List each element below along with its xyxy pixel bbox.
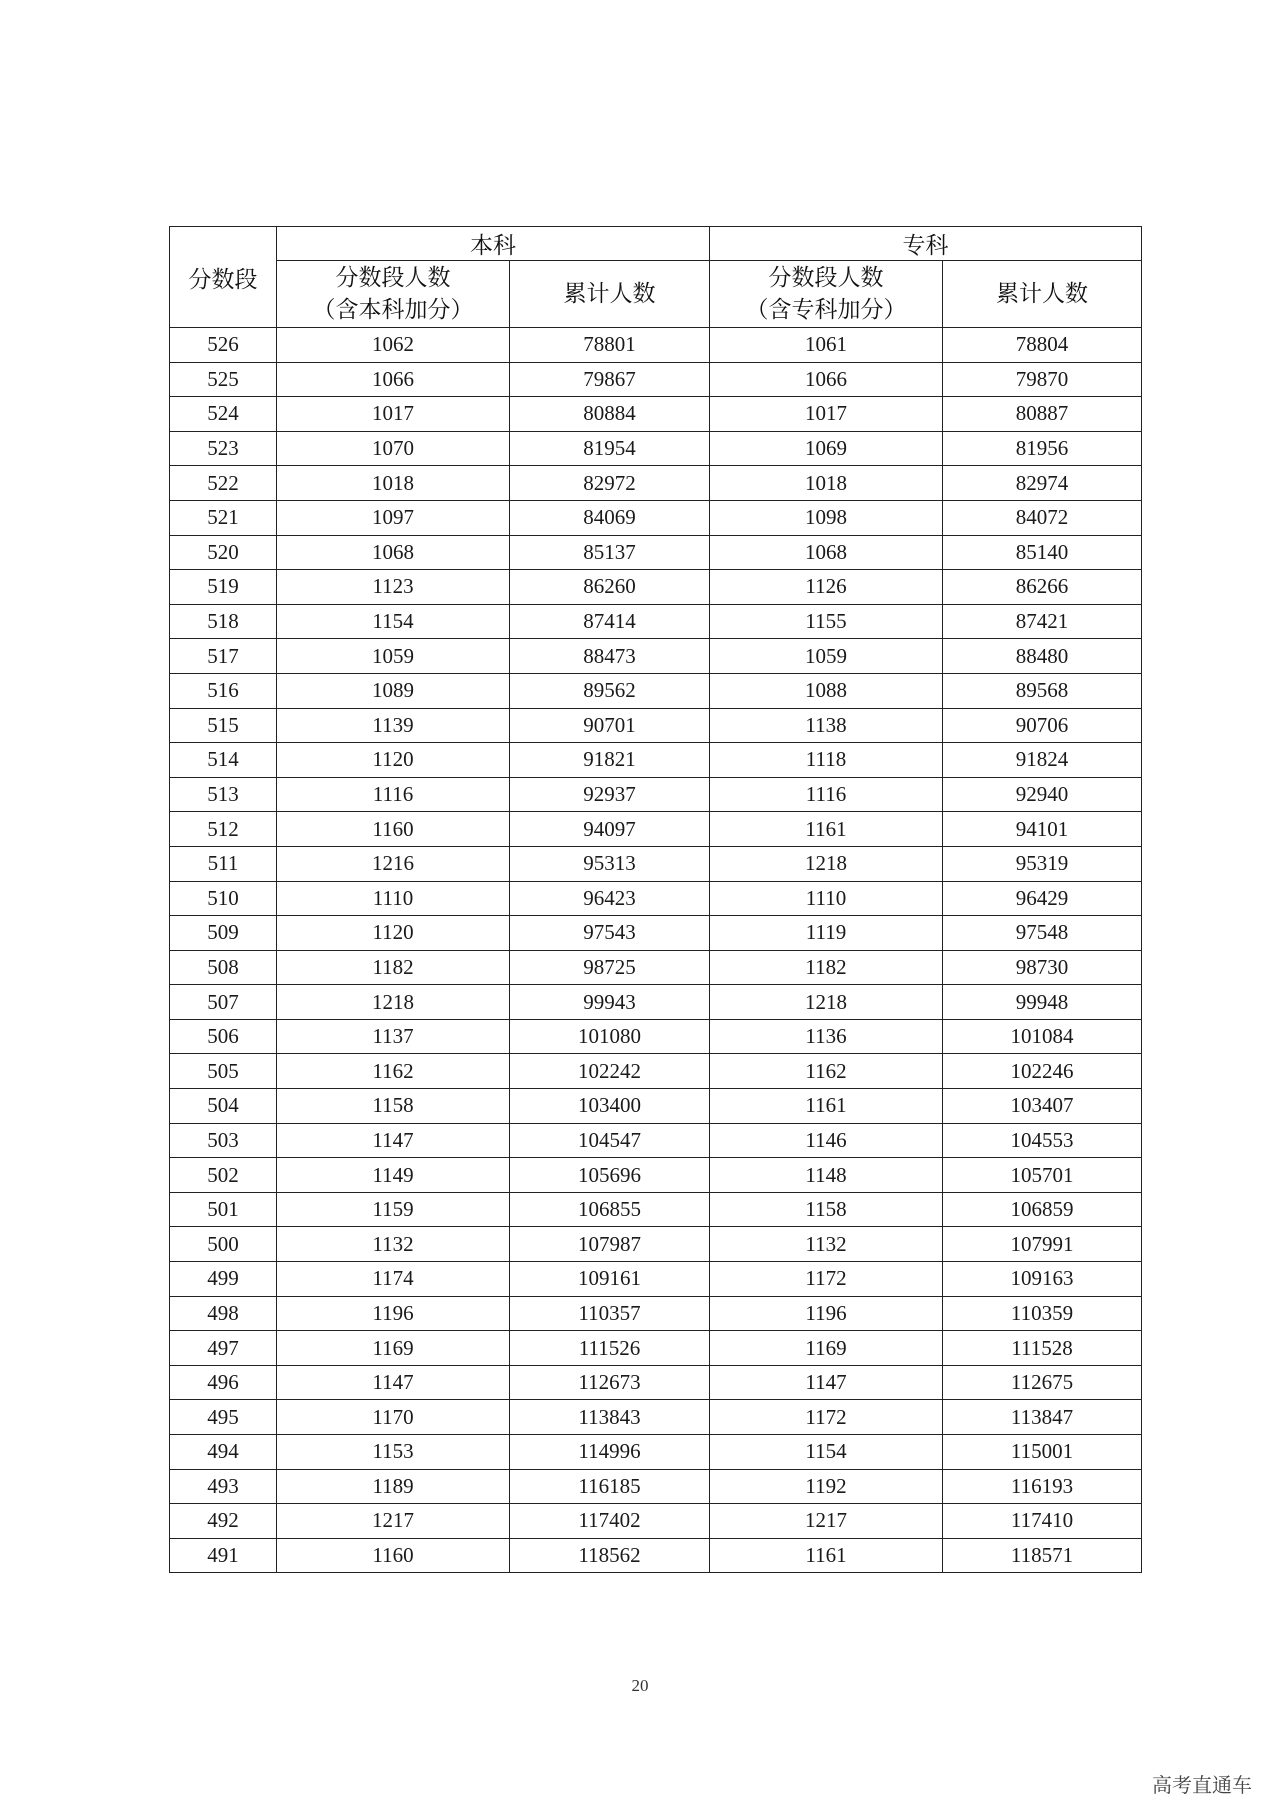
junior-band-count-cell: 1148 [710,1158,943,1193]
undergrad-band-count-cell: 1160 [277,812,510,847]
header-junior-band-count-line2: （含专科加分） [745,297,907,323]
table-row [170,639,1142,674]
junior-cumulative-cell: 105701 [943,1158,1142,1193]
junior-cumulative-cell: 106859 [943,1192,1142,1227]
undergrad-cumulative-cell: 113843 [510,1400,710,1435]
undergrad-band-count-cell: 1070 [277,431,510,466]
undergrad-band-count-cell: 1153 [277,1435,510,1470]
score-band-cell: 524 [170,397,277,432]
undergrad-band-count-cell: 1137 [277,1019,510,1054]
junior-cumulative-cell: 91824 [943,743,1142,778]
undergrad-band-count-cell: 1160 [277,1538,510,1573]
undergrad-cumulative-cell: 98725 [510,950,710,985]
score-band-cell: 508 [170,950,277,985]
score-band-cell: 515 [170,708,277,743]
score-band-cell: 514 [170,743,277,778]
junior-band-count-cell: 1138 [710,708,943,743]
junior-cumulative-cell: 84072 [943,500,1142,535]
score-band-cell: 525 [170,362,277,397]
undergrad-cumulative-cell: 87414 [510,604,710,639]
table-row [170,985,1142,1020]
junior-cumulative-cell: 115001 [943,1435,1142,1470]
undergrad-cumulative-cell: 82972 [510,466,710,501]
table-row [170,950,1142,985]
undergrad-band-count-cell: 1162 [277,1054,510,1089]
undergrad-cumulative-cell: 86260 [510,570,710,605]
header-junior-band-count-line1: 分数段人数 [768,265,884,291]
table-row [170,570,1142,605]
undergrad-band-count-cell: 1132 [277,1227,510,1262]
undergrad-cumulative-cell: 99943 [510,985,710,1020]
undergrad-cumulative-cell: 101080 [510,1019,710,1054]
undergrad-band-count-cell: 1110 [277,881,510,916]
table-row [170,1469,1142,1504]
score-band-cell: 512 [170,812,277,847]
undergrad-cumulative-cell: 116185 [510,1469,710,1504]
undergrad-band-count-cell: 1170 [277,1400,510,1435]
score-band-cell: 492 [170,1504,277,1539]
undergrad-cumulative-cell: 103400 [510,1089,710,1124]
table-row [170,1019,1142,1054]
junior-cumulative-cell: 92940 [943,777,1142,812]
score-band-cell: 507 [170,985,277,1020]
undergrad-band-count-cell: 1196 [277,1296,510,1331]
table-row [170,500,1142,535]
junior-cumulative-cell: 110359 [943,1296,1142,1331]
junior-cumulative-cell: 87421 [943,604,1142,639]
junior-band-count-cell: 1154 [710,1435,943,1470]
junior-cumulative-cell: 89568 [943,673,1142,708]
score-distribution-table [169,226,1142,1573]
junior-cumulative-cell: 98730 [943,950,1142,985]
table-row [170,1296,1142,1331]
junior-cumulative-cell: 88480 [943,639,1142,674]
junior-band-count-cell: 1192 [710,1469,943,1504]
undergrad-cumulative-cell: 79867 [510,362,710,397]
header-undergrad-band-count-line2: （含本科加分） [312,297,474,323]
undergrad-cumulative-cell: 97543 [510,916,710,951]
junior-band-count-cell: 1169 [710,1331,943,1366]
junior-band-count-cell: 1126 [710,570,943,605]
junior-cumulative-cell: 81956 [943,431,1142,466]
page-number: 20 [631,1676,649,1695]
junior-band-count-cell: 1172 [710,1400,943,1435]
undergrad-band-count-cell: 1218 [277,985,510,1020]
undergrad-band-count-cell: 1158 [277,1089,510,1124]
junior-cumulative-cell: 118571 [943,1538,1142,1573]
score-band-cell: 513 [170,777,277,812]
junior-cumulative-cell: 80887 [943,397,1142,432]
undergrad-band-count-cell: 1120 [277,743,510,778]
junior-band-count-cell: 1098 [710,500,943,535]
score-band-cell: 505 [170,1054,277,1089]
table-row [170,1365,1142,1400]
undergrad-cumulative-cell: 91821 [510,743,710,778]
score-band-cell: 500 [170,1227,277,1262]
table-row [170,777,1142,812]
table-row [170,881,1142,916]
header-undergrad-band-count [277,261,510,328]
table-row [170,1054,1142,1089]
score-band-cell: 526 [170,328,277,363]
undergrad-band-count-cell: 1159 [277,1192,510,1227]
undergrad-cumulative-cell: 114996 [510,1435,710,1470]
undergrad-cumulative-cell: 109161 [510,1262,710,1297]
undergrad-cumulative-cell: 107987 [510,1227,710,1262]
undergrad-cumulative-cell: 84069 [510,500,710,535]
junior-cumulative-cell: 96429 [943,881,1142,916]
table-row [170,916,1142,951]
undergrad-band-count-cell: 1062 [277,328,510,363]
table-row [170,328,1142,363]
undergrad-cumulative-cell: 90701 [510,708,710,743]
junior-cumulative-cell: 111528 [943,1331,1142,1366]
score-band-cell: 517 [170,639,277,674]
undergrad-band-count-cell: 1017 [277,397,510,432]
undergrad-cumulative-cell: 105696 [510,1158,710,1193]
table-row [170,812,1142,847]
header-junior-cumulative: 累计人数 [943,261,1142,328]
undergrad-band-count-cell: 1154 [277,604,510,639]
score-band-cell: 503 [170,1123,277,1158]
junior-band-count-cell: 1218 [710,985,943,1020]
watermark-text: 高考直通车 [1152,1773,1252,1797]
junior-cumulative-cell: 112675 [943,1365,1142,1400]
undergrad-band-count-cell: 1149 [277,1158,510,1193]
junior-cumulative-cell: 97548 [943,916,1142,951]
junior-band-count-cell: 1088 [710,673,943,708]
undergrad-band-count-cell: 1189 [277,1469,510,1504]
header-undergrad: 本科 [277,227,710,261]
table-row [170,1158,1142,1193]
score-band-cell: 502 [170,1158,277,1193]
undergrad-cumulative-cell: 78801 [510,328,710,363]
junior-cumulative-cell: 79870 [943,362,1142,397]
undergrad-band-count-cell: 1147 [277,1123,510,1158]
junior-band-count-cell: 1116 [710,777,943,812]
score-band-cell: 497 [170,1331,277,1366]
undergrad-cumulative-cell: 118562 [510,1538,710,1573]
table-row [170,1331,1142,1366]
undergrad-band-count-cell: 1182 [277,950,510,985]
undergrad-cumulative-cell: 110357 [510,1296,710,1331]
score-band-cell: 510 [170,881,277,916]
junior-cumulative-cell: 78804 [943,328,1142,363]
junior-cumulative-cell: 101084 [943,1019,1142,1054]
undergrad-band-count-cell: 1147 [277,1365,510,1400]
junior-band-count-cell: 1217 [710,1504,943,1539]
table-row [170,466,1142,501]
score-band-cell: 498 [170,1296,277,1331]
undergrad-cumulative-cell: 117402 [510,1504,710,1539]
undergrad-band-count-cell: 1120 [277,916,510,951]
undergrad-band-count-cell: 1068 [277,535,510,570]
table-row [170,1089,1142,1124]
undergrad-cumulative-cell: 95313 [510,846,710,881]
header-row-groups [170,227,1142,261]
table-row [170,1192,1142,1227]
junior-cumulative-cell: 104553 [943,1123,1142,1158]
junior-band-count-cell: 1196 [710,1296,943,1331]
junior-band-count-cell: 1068 [710,535,943,570]
table-row [170,397,1142,432]
table-row [170,1262,1142,1297]
junior-cumulative-cell: 94101 [943,812,1142,847]
table-row [170,362,1142,397]
junior-band-count-cell: 1066 [710,362,943,397]
table-row [170,673,1142,708]
table-row [170,535,1142,570]
score-band-cell: 518 [170,604,277,639]
undergrad-band-count-cell: 1217 [277,1504,510,1539]
junior-cumulative-cell: 116193 [943,1469,1142,1504]
header-undergrad-band-count-line1: 分数段人数 [335,265,451,291]
score-band-cell: 501 [170,1192,277,1227]
undergrad-cumulative-cell: 96423 [510,881,710,916]
junior-cumulative-cell: 103407 [943,1089,1142,1124]
junior-cumulative-cell: 86266 [943,570,1142,605]
junior-band-count-cell: 1119 [710,916,943,951]
undergrad-cumulative-cell: 89562 [510,673,710,708]
header-score-band: 分数段 [170,227,277,328]
undergrad-cumulative-cell: 104547 [510,1123,710,1158]
junior-cumulative-cell: 109163 [943,1262,1142,1297]
score-band-cell: 491 [170,1538,277,1573]
score-band-cell: 494 [170,1435,277,1470]
table-header [170,227,1142,328]
undergrad-cumulative-cell: 106855 [510,1192,710,1227]
table-row [170,846,1142,881]
header-junior-band-count [710,261,943,328]
score-band-cell: 506 [170,1019,277,1054]
table-row [170,1435,1142,1470]
header-row-columns [170,261,1142,328]
score-band-cell: 516 [170,673,277,708]
junior-band-count-cell: 1162 [710,1054,943,1089]
score-band-cell: 523 [170,431,277,466]
junior-cumulative-cell: 82974 [943,466,1142,501]
junior-band-count-cell: 1161 [710,1089,943,1124]
table-row [170,431,1142,466]
undergrad-cumulative-cell: 111526 [510,1331,710,1366]
score-band-cell: 495 [170,1400,277,1435]
undergrad-cumulative-cell: 112673 [510,1365,710,1400]
score-band-cell: 496 [170,1365,277,1400]
junior-band-count-cell: 1059 [710,639,943,674]
undergrad-band-count-cell: 1174 [277,1262,510,1297]
score-band-cell: 504 [170,1089,277,1124]
table-row [170,1123,1142,1158]
junior-cumulative-cell: 117410 [943,1504,1142,1539]
junior-band-count-cell: 1132 [710,1227,943,1262]
undergrad-band-count-cell: 1066 [277,362,510,397]
undergrad-band-count-cell: 1116 [277,777,510,812]
table-row [170,743,1142,778]
junior-band-count-cell: 1158 [710,1192,943,1227]
junior-band-count-cell: 1110 [710,881,943,916]
junior-band-count-cell: 1182 [710,950,943,985]
score-band-cell: 522 [170,466,277,501]
junior-band-count-cell: 1147 [710,1365,943,1400]
junior-band-count-cell: 1161 [710,812,943,847]
undergrad-band-count-cell: 1123 [277,570,510,605]
junior-band-count-cell: 1061 [710,328,943,363]
table-row [170,708,1142,743]
junior-cumulative-cell: 90706 [943,708,1142,743]
undergrad-cumulative-cell: 85137 [510,535,710,570]
score-band-cell: 520 [170,535,277,570]
score-band-cell: 521 [170,500,277,535]
junior-cumulative-cell: 113847 [943,1400,1142,1435]
undergrad-cumulative-cell: 80884 [510,397,710,432]
junior-band-count-cell: 1017 [710,397,943,432]
score-band-cell: 509 [170,916,277,951]
junior-band-count-cell: 1069 [710,431,943,466]
score-band-cell: 493 [170,1469,277,1504]
undergrad-band-count-cell: 1059 [277,639,510,674]
junior-cumulative-cell: 99948 [943,985,1142,1020]
undergrad-cumulative-cell: 81954 [510,431,710,466]
undergrad-cumulative-cell: 94097 [510,812,710,847]
undergrad-cumulative-cell: 92937 [510,777,710,812]
score-band-cell: 519 [170,570,277,605]
junior-band-count-cell: 1118 [710,743,943,778]
undergrad-band-count-cell: 1169 [277,1331,510,1366]
table-body [170,328,1142,1573]
junior-cumulative-cell: 107991 [943,1227,1142,1262]
junior-cumulative-cell: 95319 [943,846,1142,881]
undergrad-band-count-cell: 1216 [277,846,510,881]
junior-band-count-cell: 1136 [710,1019,943,1054]
junior-band-count-cell: 1018 [710,466,943,501]
table-row [170,1504,1142,1539]
table-row [170,1400,1142,1435]
undergrad-cumulative-cell: 88473 [510,639,710,674]
junior-band-count-cell: 1155 [710,604,943,639]
undergrad-band-count-cell: 1018 [277,466,510,501]
junior-band-count-cell: 1218 [710,846,943,881]
undergrad-band-count-cell: 1139 [277,708,510,743]
table-row [170,604,1142,639]
score-band-cell: 499 [170,1262,277,1297]
undergrad-cumulative-cell: 102242 [510,1054,710,1089]
header-undergrad-cumulative: 累计人数 [510,261,710,328]
junior-band-count-cell: 1161 [710,1538,943,1573]
undergrad-band-count-cell: 1089 [277,673,510,708]
junior-band-count-cell: 1146 [710,1123,943,1158]
junior-band-count-cell: 1172 [710,1262,943,1297]
undergrad-band-count-cell: 1097 [277,500,510,535]
score-band-cell: 511 [170,846,277,881]
junior-cumulative-cell: 102246 [943,1054,1142,1089]
table-row [170,1227,1142,1262]
table-row [170,1538,1142,1573]
header-junior-college: 专科 [710,227,1142,261]
junior-cumulative-cell: 85140 [943,535,1142,570]
